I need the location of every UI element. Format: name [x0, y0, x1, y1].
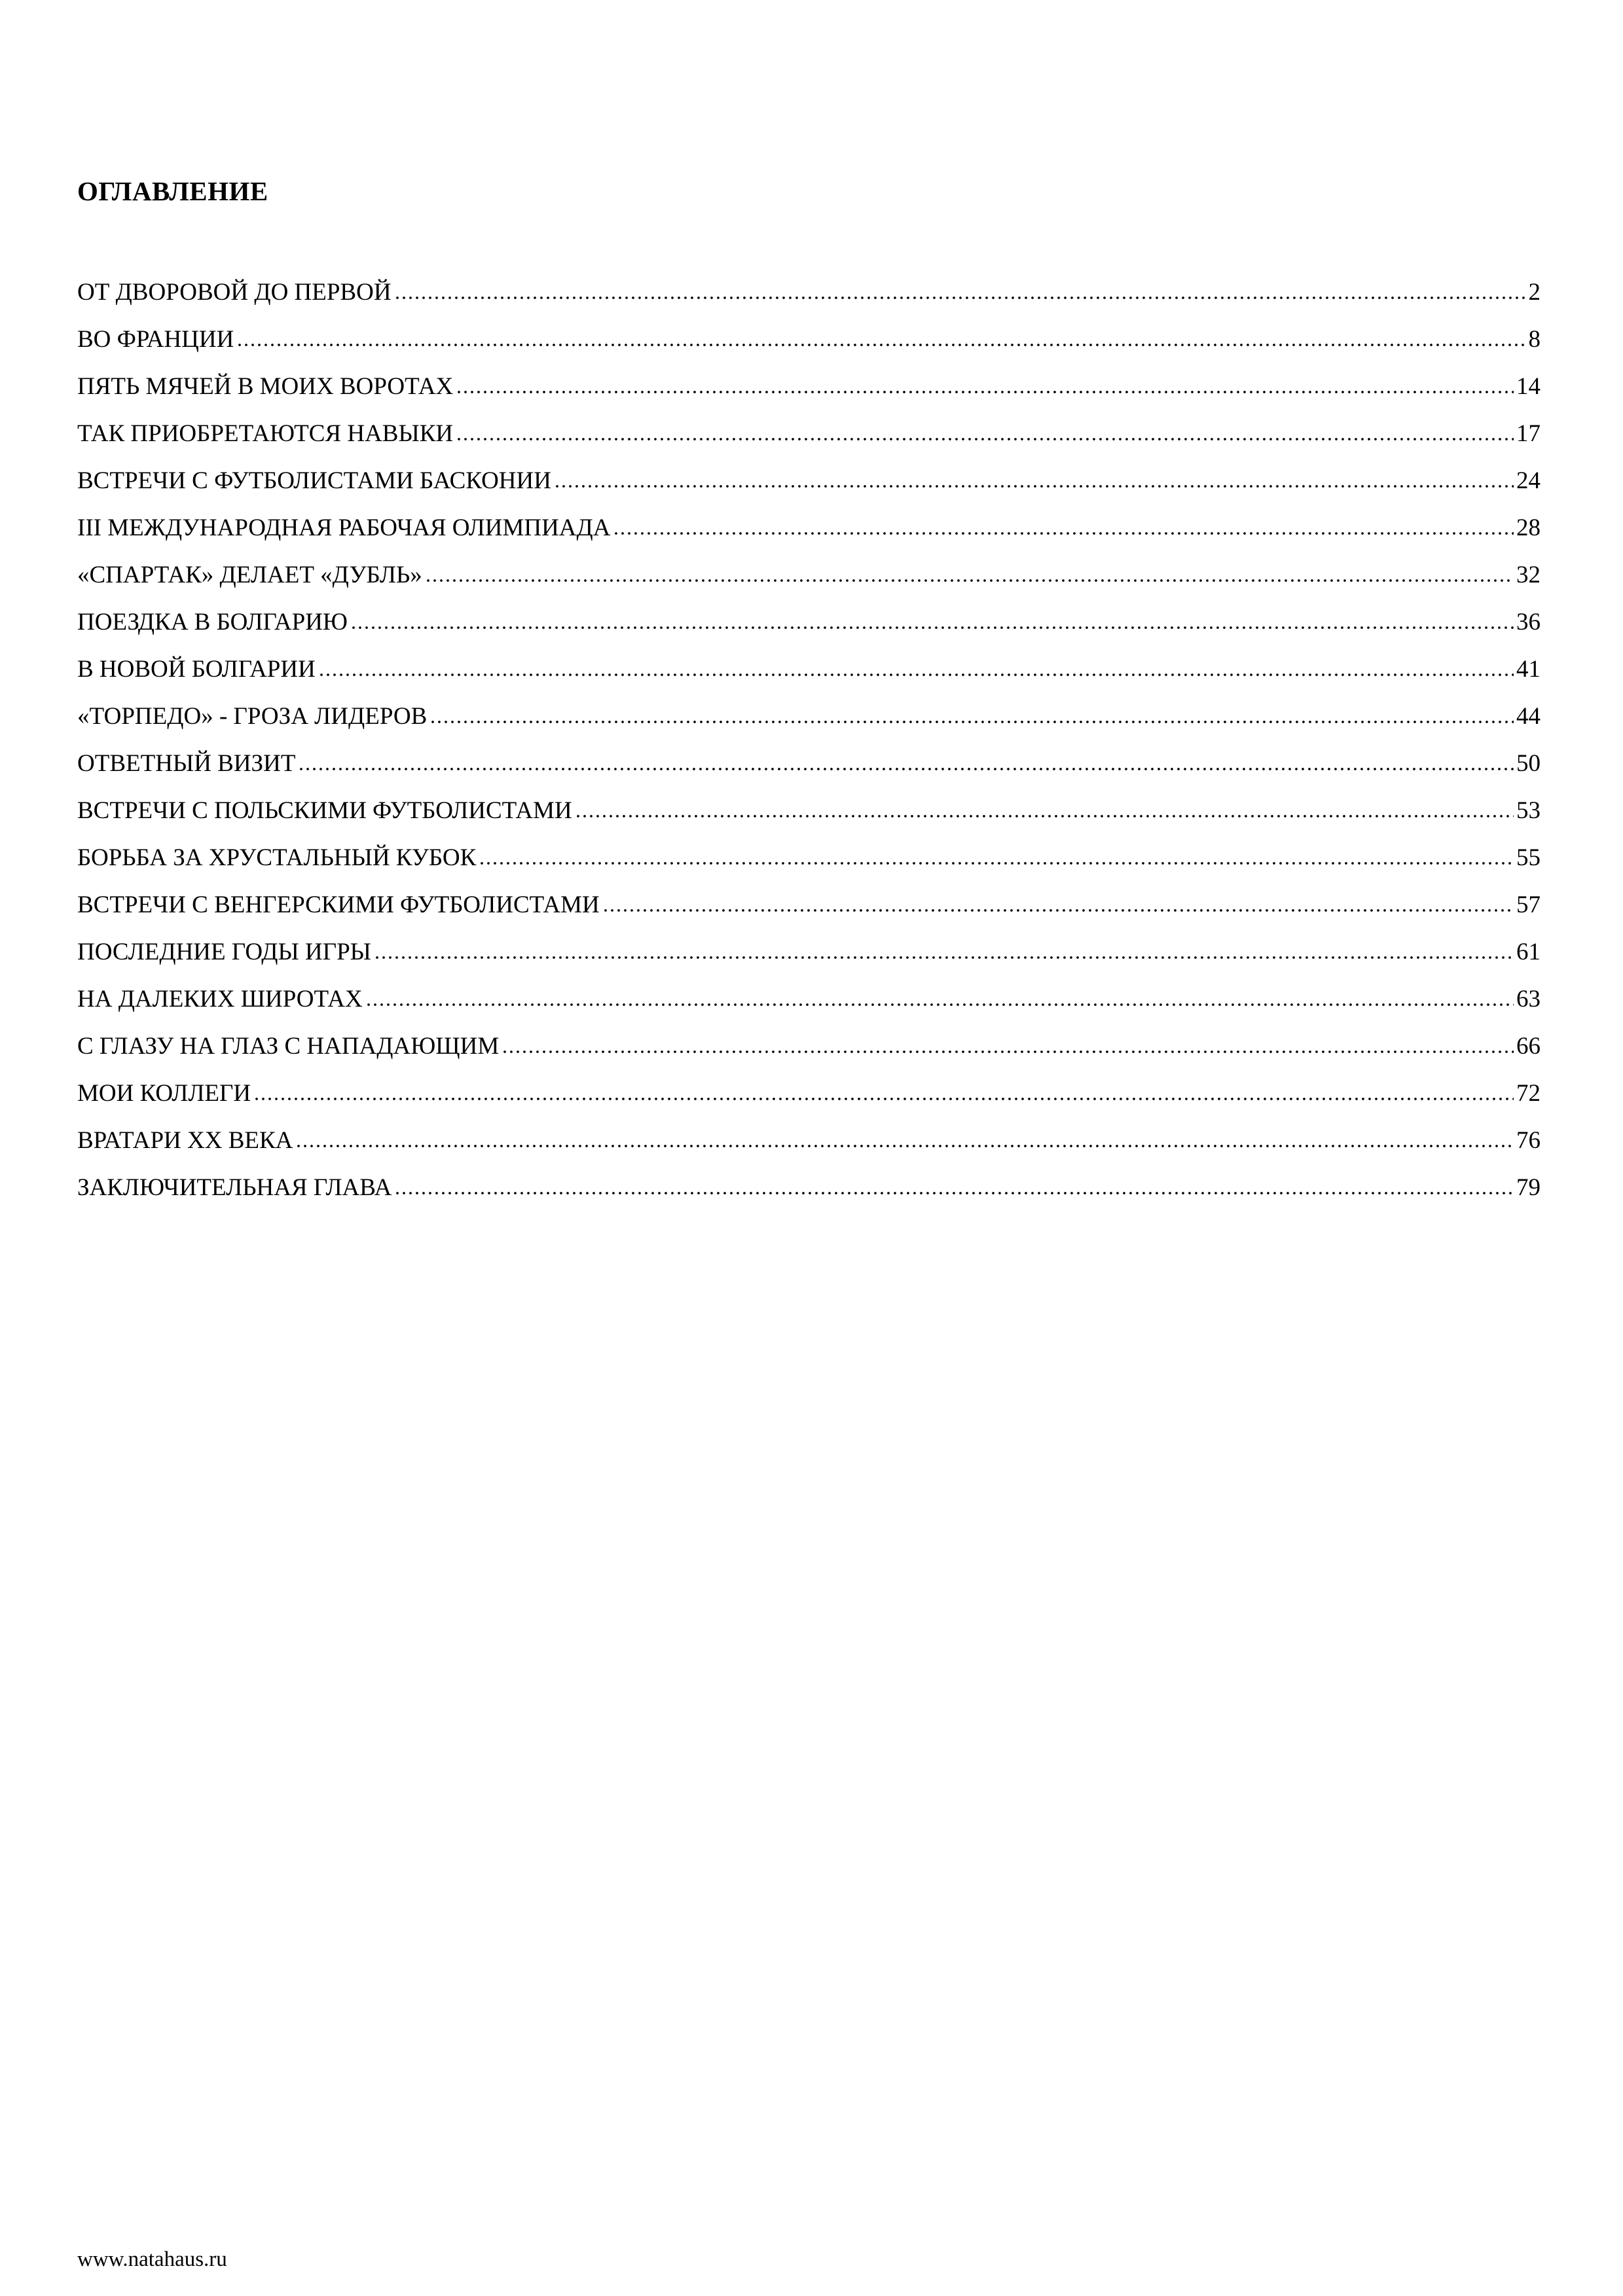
- dot-leader: [350, 626, 1514, 630]
- dot-leader: [429, 720, 1514, 724]
- dot-leader: [554, 484, 1514, 488]
- toc-heading: ОГЛАВЛЕНИЕ: [77, 176, 268, 206]
- toc-entry-page: 50: [1516, 750, 1541, 777]
- toc-entry[interactable]: [77, 1081, 1541, 1128]
- dot-leader: [456, 390, 1514, 394]
- toc-entry[interactable]: [77, 280, 1541, 327]
- toc-entry-page: 44: [1516, 703, 1541, 730]
- toc-entry-title: ВСТРЕЧИ С ВЕНГЕРСКИМИ ФУТБОЛИСТАМИ: [77, 891, 600, 918]
- toc-entry-title: ПЯТЬ МЯЧЕЙ В МОИХ ВОРОТАХ: [77, 373, 454, 400]
- toc-entry[interactable]: [77, 751, 1541, 798]
- toc-entry-page: 32: [1516, 562, 1541, 588]
- toc-entry[interactable]: [77, 516, 1541, 563]
- toc-entry-title: НА ДАЛЕКИХ ШИРОТАХ: [77, 986, 363, 1013]
- dot-leader: [394, 1191, 1514, 1195]
- dot-leader: [295, 1144, 1514, 1148]
- toc-entry-title: ВО ФРАНЦИИ: [77, 326, 234, 353]
- toc-entry-page: 63: [1516, 986, 1541, 1013]
- toc-entry-page: 53: [1516, 797, 1541, 824]
- dot-leader: [298, 767, 1514, 771]
- toc-entry[interactable]: [77, 1175, 1541, 1223]
- toc-list: [77, 280, 1541, 1223]
- toc-entry[interactable]: [77, 563, 1541, 610]
- toc-entry[interactable]: [77, 704, 1541, 751]
- toc-entry[interactable]: [77, 798, 1541, 846]
- toc-entry-page: 57: [1516, 891, 1541, 918]
- toc-entry[interactable]: [77, 327, 1541, 374]
- dot-leader: [613, 531, 1514, 535]
- toc-entry-page: 41: [1516, 656, 1541, 683]
- dot-leader: [602, 908, 1514, 912]
- toc-entry-page: 76: [1516, 1127, 1541, 1154]
- dot-leader: [365, 1003, 1514, 1007]
- toc-entry-page: 79: [1516, 1174, 1541, 1201]
- toc-entry-page: 8: [1528, 326, 1541, 353]
- toc-entry-page: 28: [1516, 514, 1541, 541]
- toc-entry-page: 24: [1516, 467, 1541, 494]
- toc-entry-page: 66: [1516, 1033, 1541, 1060]
- toc-entry-page: 36: [1516, 609, 1541, 636]
- toc-entry-title: ВРАТАРИ XX ВЕКА: [77, 1127, 293, 1154]
- toc-entry-title: ПОСЛЕДНИЕ ГОДЫ ИГРЫ: [77, 939, 371, 965]
- dot-leader: [253, 1097, 1514, 1101]
- toc-entry-page: 61: [1516, 939, 1541, 965]
- toc-entry[interactable]: [77, 422, 1541, 469]
- dot-leader: [236, 343, 1525, 347]
- toc-entry-title: МОИ КОЛЛЕГИ: [77, 1080, 251, 1107]
- toc-entry-page: 14: [1516, 373, 1541, 400]
- toc-entry[interactable]: [77, 657, 1541, 704]
- toc-entry[interactable]: [77, 374, 1541, 422]
- toc-entry[interactable]: [77, 893, 1541, 940]
- toc-entry[interactable]: [77, 1128, 1541, 1175]
- dot-leader: [479, 861, 1514, 865]
- toc-entry-title: С ГЛАЗУ НА ГЛАЗ С НАПАДАЮЩИМ: [77, 1033, 500, 1060]
- toc-entry[interactable]: [77, 469, 1541, 516]
- toc-entry-page: 17: [1516, 420, 1541, 447]
- toc-entry-title: «ТОРПЕДО» - ГРОЗА ЛИДЕРОВ: [77, 703, 428, 730]
- toc-entry[interactable]: [77, 1034, 1541, 1081]
- dot-leader: [374, 956, 1514, 960]
- toc-entry-title: ОТ ДВОРОВОЙ ДО ПЕРВОЙ: [77, 279, 392, 306]
- toc-entry-title: ВСТРЕЧИ С ФУТБОЛИСТАМИ БАСКОНИИ: [77, 467, 551, 494]
- toc-entry-page: 55: [1516, 844, 1541, 871]
- toc-entry-title: «СПАРТАК» ДЕЛАЕТ «ДУБЛЬ»: [77, 562, 422, 588]
- toc-entry[interactable]: [77, 846, 1541, 893]
- toc-entry-title: ЗАКЛЮЧИТЕЛЬНАЯ ГЛАВА: [77, 1174, 392, 1201]
- dot-leader: [575, 814, 1514, 818]
- toc-entry-title: В НОВОЙ БОЛГАРИИ: [77, 656, 316, 683]
- toc-entry-title: ТАК ПРИОБРЕТАЮТСЯ НАВЫКИ: [77, 420, 454, 447]
- toc-entry[interactable]: [77, 610, 1541, 657]
- toc-entry[interactable]: [77, 987, 1541, 1034]
- dot-leader: [501, 1050, 1514, 1054]
- toc-entry-title: БОРЬБА ЗА ХРУСТАЛЬНЫЙ КУБОК: [77, 844, 477, 871]
- footer-url[interactable]: www.natahaus.ru: [77, 2248, 227, 2271]
- dot-leader: [394, 296, 1526, 300]
- toc-entry-page: 2: [1528, 279, 1541, 306]
- toc-entry-title: III МЕЖДУНАРОДНАЯ РАБОЧАЯ ОЛИМПИАДА: [77, 514, 611, 541]
- dot-leader: [456, 437, 1514, 441]
- dot-leader: [318, 673, 1514, 677]
- toc-entry-title: ОТВЕТНЫЙ ВИЗИТ: [77, 750, 296, 777]
- dot-leader: [425, 579, 1514, 583]
- toc-entry-page: 72: [1516, 1080, 1541, 1107]
- toc-entry-title: ПОЕЗДКА В БОЛГАРИЮ: [77, 609, 348, 636]
- toc-entry-title: ВСТРЕЧИ С ПОЛЬСКИМИ ФУТБОЛИСТАМИ: [77, 797, 572, 824]
- toc-entry[interactable]: [77, 940, 1541, 987]
